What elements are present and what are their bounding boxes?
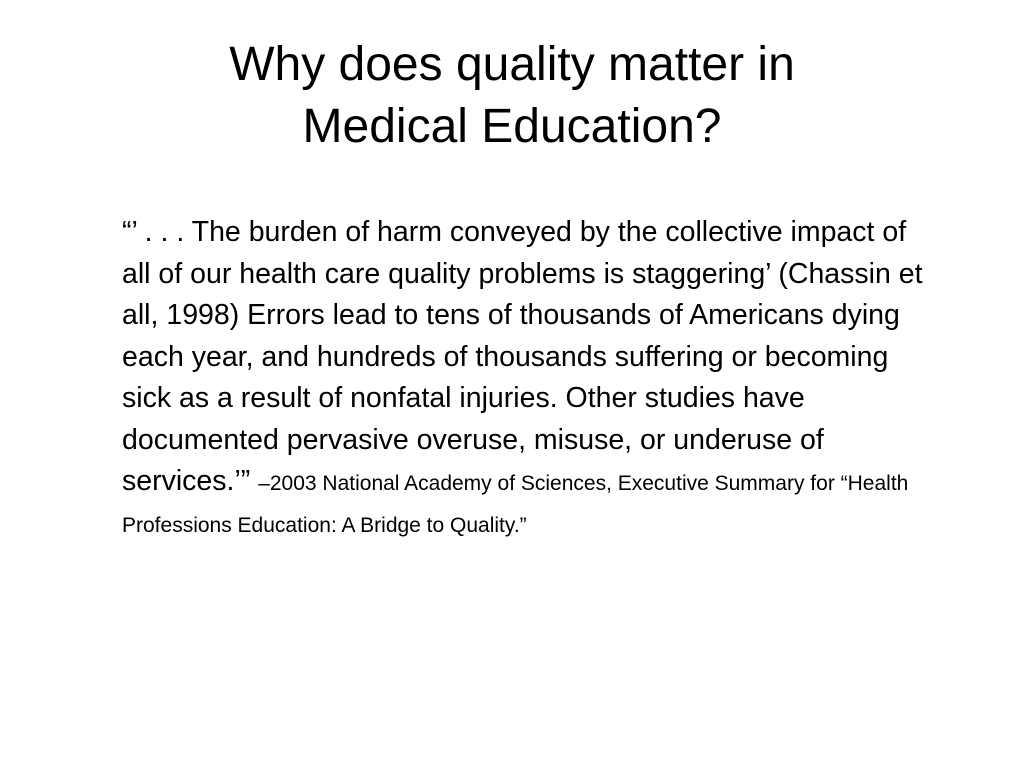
quote-text: “’ . . . The burden of harm conveyed by the collective impact of all of our health care quality problems is staggering’ (Chassin et all, 1998) Errors lead to tens of thousands of Americans dying each year, and hundreds of thousands suffering or becoming sick as a result of nonfatal injuries. Other studies have documented pervasive overuse, misuse, or underuse of services.’” [122, 216, 923, 497]
slide-title-line-2: Medical Education? [302, 100, 722, 153]
quote-paragraph [122, 212, 942, 544]
slide-title [100, 34, 924, 158]
slide-title-line-1: Why does quality matter in [229, 38, 795, 91]
quote-attribution: –2003 National Academy of Sciences, Executive Summary for “Health Professions Education: A Bridge to Quality.” [122, 472, 909, 537]
